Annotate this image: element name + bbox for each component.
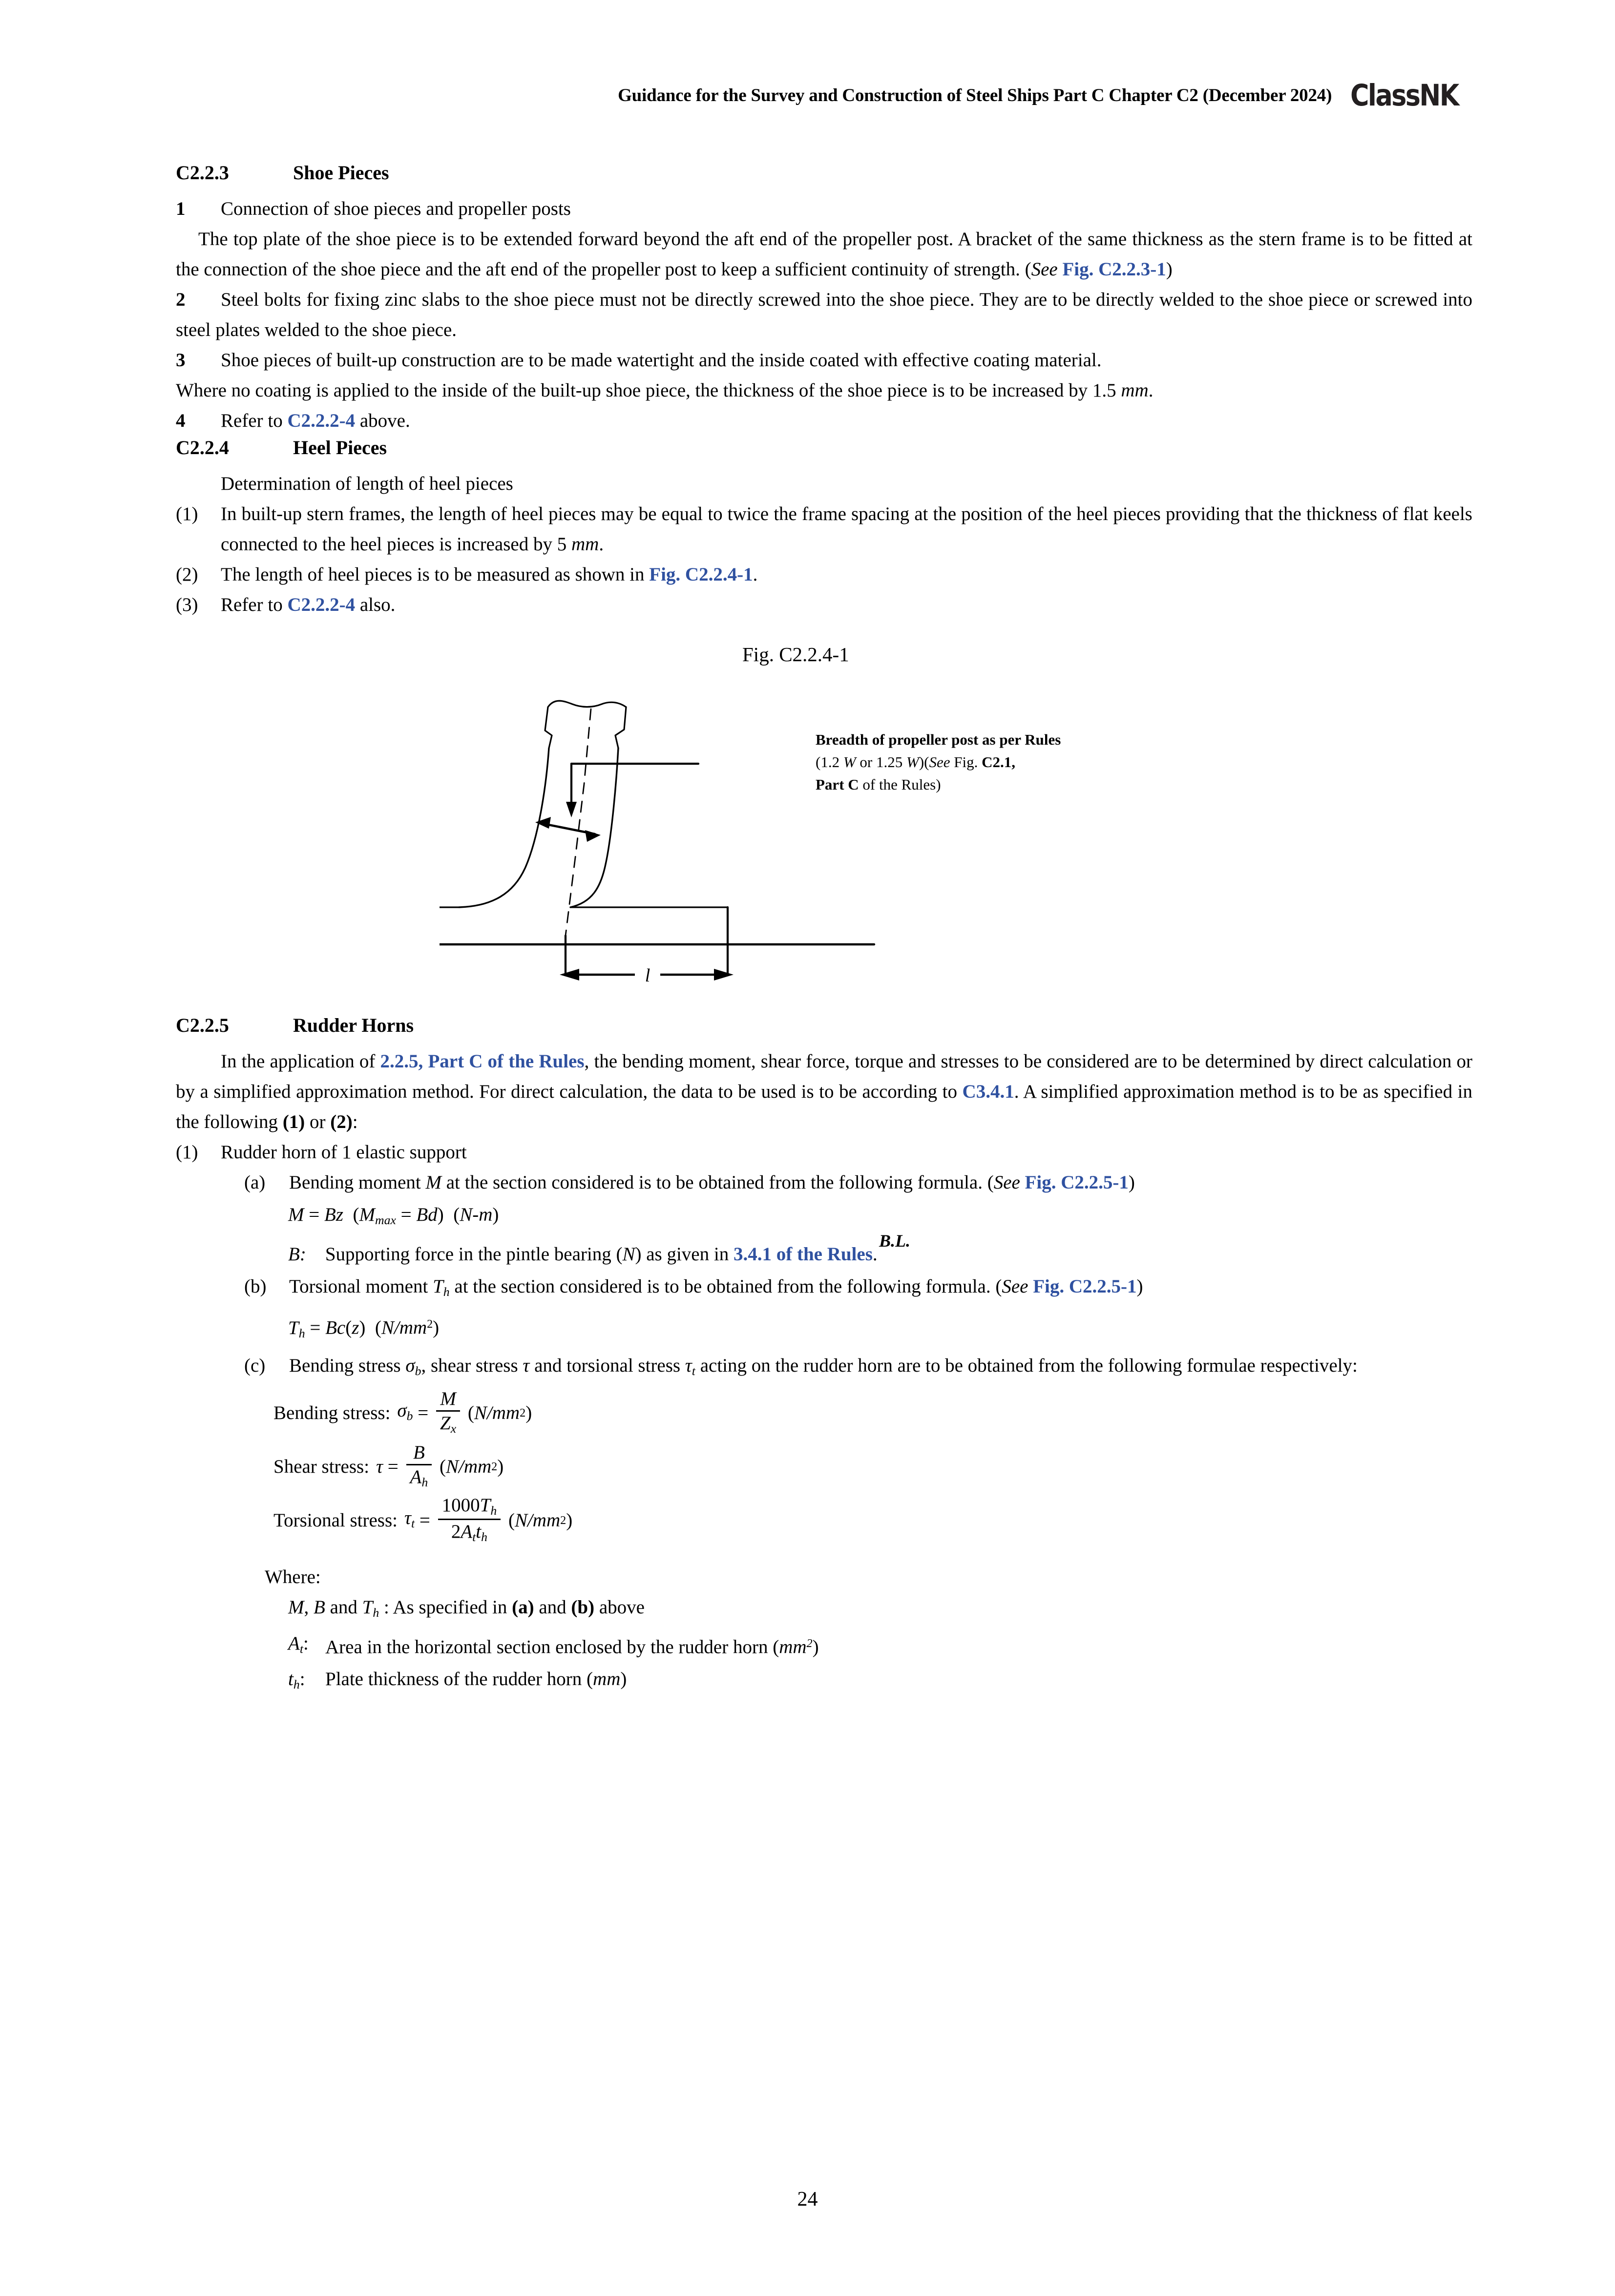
c225-stress-torsional-num: $1000T_h$ [441, 1495, 497, 1518]
c224-item3-text-b: also. [355, 594, 396, 615]
c225-intro-link-1[interactable]: 2.2.5, Part C of the Rules [380, 1051, 585, 1072]
c224-item2-text-b: . [753, 564, 758, 585]
c225-sub-a-see: See [993, 1172, 1020, 1193]
callout-l3-rest: of the Rules) [859, 776, 941, 793]
c225-stress-torsional-den: $2A_tt_h$ [438, 1519, 501, 1544]
callout-l2-w2: W [906, 753, 919, 771]
c225-sub-b-see: See [1002, 1276, 1028, 1297]
c224-item2-body [221, 560, 1472, 590]
c225-stress-shear-label: Shear stress: [273, 1456, 370, 1478]
c225-stress-bending-num: M [440, 1388, 456, 1410]
c225-sub-c-text-c: and torsional stress [529, 1355, 685, 1377]
c225-sub-c-mark: (c) [244, 1355, 266, 1377]
c223-item3-number: 3 [176, 350, 186, 371]
c225-where-item3-a: Plate thickness of the rudder horn ( [325, 1668, 593, 1690]
c225-where-item3-b: ) [620, 1668, 627, 1690]
c224-item3-body [221, 590, 1472, 620]
c225-stress-bending: Bending stress: $\sigma_b$ = $\frac{M}{Z_x}$ ( N/mm 2 ) [273, 1388, 532, 1436]
c224-item1-text-a: In built-up stern frames, the length of heel pieces may be equal to twice the frame spacing at the position of the heel pieces providing that the thickness of flat keels connected to the heel pieces is increased by 5 [221, 503, 1472, 555]
c225-where-item1-b2: (b) [571, 1597, 595, 1618]
callout-l2-bold: C2.1, [982, 753, 1015, 771]
c224-item1-unit: mm [571, 534, 599, 555]
c223-item2-body: Steel bolts for fixing zinc slabs to the shoe piece must not be directly screwed into the shoe piece. They are to be directly welded to the shoe piece or screwed into steel plates welded to the shoe piece. [176, 289, 1472, 340]
c225-item-1 [0, 1137, 1615, 1168]
c225-sub-c-sym3: $\tau_t$ [685, 1355, 695, 1378]
callout-line-1: Breadth of propeller post as per Rules [816, 731, 1061, 748]
c225-where-item3-body [325, 1664, 1472, 1700]
c224-item1-mark: (1) [176, 503, 198, 524]
c223-item1-see: See [1031, 259, 1058, 280]
c223-item1-title-line [0, 194, 1615, 224]
c224-item2-mark: (2) [176, 564, 198, 585]
c225-sub-a [0, 1168, 1615, 1198]
c223-item4-pre: Refer to [221, 410, 288, 431]
page-content [0, 161, 1615, 1700]
callout-l2-w1: W [843, 753, 856, 771]
c225-sub-b [0, 1272, 1615, 1307]
c225-where-item1-a: As specified in [393, 1597, 512, 1618]
c223-item2 [0, 285, 1615, 345]
c225-formula-bending-moment: M = Bz $(M_{max} = Bd)$ (N-m) [288, 1204, 499, 1228]
section-number-c224: C2.2.4 [176, 437, 229, 459]
c225-intro-e: : [352, 1111, 358, 1132]
callout-l2-a: (1.2 [816, 753, 843, 771]
figure-baseline-label: B.L. [879, 1231, 911, 1251]
c225-def-b-text-b: ) as given in [635, 1244, 734, 1265]
callout-line-3 [816, 773, 1187, 796]
c225-where-item1-body: M, B and $T_h$ : As specified in (a) and (b) above [288, 1597, 645, 1620]
c225-stress-shear: Shear stress: τ = $\frac{B}{A_h}$ ( N/mm 2 ) [273, 1442, 504, 1490]
c223-item3-body2-a: Where no coating is applied to the inside of the built-up shoe piece, the thickness of the shoe piece is to be increased by 1.5 [176, 380, 1121, 401]
c225-def-b-symbol: B: [288, 1244, 306, 1265]
c225-stress-shear-num: B [413, 1442, 425, 1463]
section-title-c223: Shoe Pieces [293, 162, 389, 184]
c225-sub-a-sym: M [425, 1172, 441, 1193]
classnk-logo: ClassNK [1350, 78, 1459, 113]
c224-item3-mark: (3) [176, 594, 198, 615]
c225-where-item1-b1: (a) [512, 1597, 534, 1618]
c225-where-item2-sym: $A_t$: [288, 1632, 309, 1656]
c225-item1-mark: (1) [176, 1142, 198, 1163]
c225-stress-bending-label: Bending stress: [273, 1402, 391, 1424]
c225-def-b-unit: N [622, 1244, 635, 1265]
c225-sub-c-text-d: acting on the rudder horn are to be obtained from the following formulae respectively: [695, 1355, 1358, 1377]
c225-stress-torsional-label: Torsional stress: [273, 1510, 398, 1531]
c225-where-item3-unit: mm [593, 1668, 621, 1690]
c225-intro-b: , the bending moment, shear force, torque and stresses to be considered are to be determined by direct calculation or by a simplified approximation method. For direct calculation, the data to be used is to be according to [176, 1051, 1472, 1102]
c225-intro-bold-1: (1) [282, 1111, 305, 1132]
c224-item1-text-b: . [599, 534, 604, 555]
c225-sub-b-text-a: Torsional moment [289, 1276, 433, 1297]
c223-item1-link[interactable]: Fig. C2.2.3-1 [1062, 259, 1166, 280]
c225-sub-a-text-c: ) [1128, 1172, 1135, 1193]
section-heading-c224 [0, 436, 1615, 459]
heel-piece-diagram [440, 662, 1172, 994]
section-number-c225: C2.2.5 [176, 1014, 229, 1036]
c224-item3-text-a: Refer to [221, 594, 288, 615]
page-number: 24 [797, 2188, 818, 2211]
c223-item4 [0, 406, 1615, 436]
header-title: Guidance for the Survey and Construction of Steel Ships Part C Chapter C2 (December 2024) [618, 85, 1332, 105]
c224-item2-text-a: The length of heel pieces is to be measured as shown in [221, 564, 650, 585]
c225-sub-b-sym: $T_h$ [433, 1276, 450, 1299]
section-number-c223: C2.2.3 [176, 162, 229, 184]
c223-item3-continued [0, 376, 1615, 406]
page-footer [0, 2188, 1615, 2211]
c225-intro-d: or [305, 1111, 331, 1132]
c225-intro-c: . A simplified approximation method is to be as specified in the following [176, 1081, 1472, 1132]
c225-sub-b-text-c: ) [1136, 1276, 1143, 1297]
c225-stress-shear-den: $A_h$ [406, 1464, 432, 1489]
callout-line-2 [816, 751, 1187, 773]
c225-intro [0, 1046, 1615, 1137]
c225-intro-a: In the application of [221, 1051, 380, 1072]
c224-item3-link[interactable]: C2.2.2-4 [287, 594, 356, 615]
c225-sub-a-text-a: Bending moment [289, 1172, 426, 1193]
c223-item1-title: Connection of shoe pieces and propeller posts [221, 198, 571, 219]
c225-where-item-3 [0, 1664, 1615, 1700]
c223-item3-body: Shoe pieces of built-up construction are to be made watertight and the inside coated with effective coating material. [221, 350, 1102, 371]
callout-l2-d: Fig. [950, 753, 982, 771]
c225-where-item2-unit: mm [779, 1636, 807, 1658]
c225-formula-torsional-moment: $T_h = Bc(z)$ $(N/mm^2)$ [288, 1317, 440, 1341]
callout-l2-c: )( [919, 753, 929, 771]
callout-l2-b: or 1.25 [856, 753, 906, 771]
c225-where-item2-b: ) [812, 1636, 819, 1658]
c225-sub-c-body [289, 1351, 1472, 1386]
c225-sub-c-sym2: τ [523, 1355, 530, 1377]
c223-item1-body-b: ) [1166, 259, 1173, 280]
figure-length-label: l [645, 965, 650, 986]
section-heading-c225 [0, 1014, 1615, 1037]
c224-list-item-2 [0, 560, 1615, 590]
section-heading-c223 [0, 161, 1615, 184]
c225-where-item-2 [0, 1628, 1615, 1664]
c225-sub-c [0, 1351, 1615, 1386]
c225-intro-bold-2: (2) [330, 1111, 353, 1132]
c223-item3-body2-b: . [1148, 380, 1154, 401]
c225-where-item-1 [0, 1592, 1615, 1628]
c225-sub-b-link[interactable]: Fig. C2.2.5-1 [1033, 1276, 1137, 1297]
c224-item1-body [221, 499, 1472, 560]
c224-intro: Determination of length of heel pieces [221, 473, 513, 494]
figure-callout [816, 729, 1187, 796]
c223-item4-number: 4 [176, 410, 186, 431]
c225-item1-text: Rudder horn of 1 elastic support [221, 1142, 467, 1163]
c225-def-b-text-c: . [872, 1244, 878, 1265]
c223-item1-body [0, 224, 1615, 285]
c225-sub-c-text-a: Bending stress [289, 1355, 406, 1377]
page-header [0, 73, 1615, 117]
c225-where-item1-mid: and [534, 1597, 571, 1618]
c225-sub-c-sym1: $\sigma_b$ [405, 1355, 421, 1378]
c225-where-item2-body [325, 1628, 1472, 1664]
c225-where-label: Where: [265, 1566, 321, 1588]
c225-intro-link-2[interactable]: C3.4.1 [962, 1081, 1014, 1102]
c225-def-b-text-a: Supporting force in the pintle bearing ( [325, 1244, 623, 1265]
c223-item3 [0, 345, 1615, 376]
c223-item4-link[interactable]: C2.2.2-4 [287, 410, 356, 431]
c225-def-b-link[interactable]: 3.4.1 of the Rules [733, 1244, 873, 1265]
c225-sub-a-body [289, 1168, 1472, 1198]
c225-where-item1-sym: M [288, 1597, 304, 1618]
c223-item1-body-a: The top plate of the shoe piece is to be extended forward beyond the aft end of the propeller post. A bracket of the same thickness as the stern frame is to be fitted at the connection of the shoe piece and the aft end of the propeller post to keep a sufficient continuity of strength. ( [176, 229, 1472, 280]
c225-sub-a-link[interactable]: Fig. C2.2.5-1 [1025, 1172, 1129, 1193]
c224-item2-link[interactable]: Fig. C2.2.4-1 [649, 564, 753, 585]
figure-c2241 [0, 643, 1615, 999]
c225-sub-b-body [289, 1272, 1472, 1307]
c224-list-item-3 [0, 590, 1615, 620]
c225-where-item2-sup: 2 [806, 1636, 813, 1650]
callout-l2-see: See [929, 753, 950, 771]
c224-list-item-1 [0, 499, 1615, 560]
c223-item3-unit: mm [1121, 380, 1149, 401]
c225-sub-a-mark: (a) [244, 1172, 266, 1193]
c225-where-item1-c: above [594, 1597, 645, 1618]
c225-sub-a-text-b: at the section considered is to be obtained from the following formula. ( [441, 1172, 994, 1193]
section-title-c225: Rudder Horns [293, 1014, 414, 1036]
c225-def-b [0, 1237, 1615, 1272]
c225-stress-bending-den: $Z_x$ [436, 1410, 460, 1436]
c225-sub-c-text-b: , shear stress [421, 1355, 523, 1377]
c225-sub-b-mark: (b) [244, 1276, 267, 1297]
c225-where-item2-a: Area in the horizontal section enclosed by the rudder horn ( [325, 1636, 779, 1658]
c223-item4-post: above. [355, 410, 410, 431]
c223-item1-number: 1 [176, 198, 186, 219]
c223-item2-number: 2 [176, 289, 186, 310]
c225-stress-torsional: Torsional stress: $\tau_t$ = $\frac{1000T_h}{2A_tt_h}$ ( N/mm 2 ) [273, 1495, 573, 1545]
figure-caption: Fig. C2.2.4-1 [742, 643, 849, 666]
c225-sub-b-text-b: at the section considered is to be obtained from the following formula. ( [449, 1276, 1002, 1297]
callout-l3-bold: Part C [816, 776, 859, 793]
section-title-c224: Heel Pieces [293, 437, 387, 459]
c225-where-item3-sym: $t_h$: [288, 1668, 305, 1691]
